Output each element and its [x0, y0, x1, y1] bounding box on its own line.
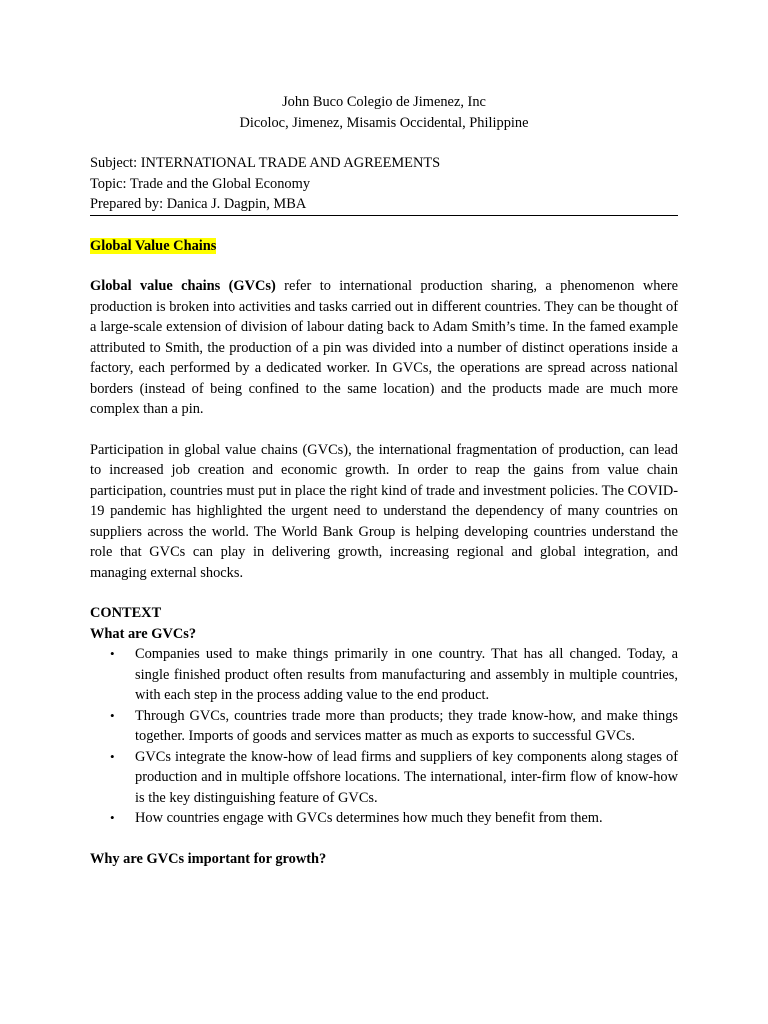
what-are-gvcs-heading: What are GVCs? — [90, 625, 197, 642]
paragraph-gvc-participation: Participation in global value chains (GVCs), the international fragmentation of production, can lead to increased job creation and economic growth. In order to reap the gains from value chain participation, countries must put in place the right kind of trade and investment policies. The COVID-19 pandemic has highlighted the urgent need to understand the dependency of many countries on suppliers across the world. The World Bank Group is helping developing countries understand the role that GVCs can play in delivering growth, increasing regional and global integration, and managing external shocks. — [90, 441, 678, 581]
section-title-highlight: Global Value Chains — [90, 237, 217, 254]
gvc-bullet-list — [90, 644, 678, 829]
why-gvcs-heading: Why are GVCs important for growth? — [90, 850, 327, 867]
prepared-by-line: Prepared by: Danica J. Dagpin, MBA — [90, 196, 307, 212]
context-heading: CONTEXT — [90, 605, 162, 621]
list-item-text: How countries engage with GVCs determines how much they benefit from them. — [135, 810, 603, 826]
list-item — [90, 808, 678, 829]
institution-address: Dicoloc, Jimenez, Misamis Occidental, Philippine — [239, 114, 529, 131]
section-heading — [90, 236, 678, 257]
document-header — [90, 92, 678, 133]
subject-line: Subject: INTERNATIONAL TRADE AND AGREEMENTS — [90, 155, 441, 171]
list-item — [90, 747, 678, 809]
document-meta — [90, 153, 678, 215]
list-item-text: Companies used to make things primarily in one country. That has all changed. Today, a single finished product often results from manufacturing and assembly in multiple countries, with each step in the process adding value to the end product. — [135, 646, 678, 703]
list-item-text: Through GVCs, countries trade more than products; they trade know-how, and make things together. Imports of goods and services matter as much as exports to successful GVCs. — [135, 707, 678, 744]
topic-line: Topic: Trade and the Global Economy — [90, 175, 311, 192]
bullet-icon: • — [110, 810, 115, 825]
list-item-text: GVCs integrate the know-how of lead firms and suppliers of key components along stages of production and in multiple offshore locations. The international, inter-firm flow of know-how is the key distinguishing feature of GVCs. — [135, 748, 678, 806]
paragraph-gvc-definition — [90, 276, 678, 420]
gvc-definition-text: refer to international production sharing, a phenomenon where production is broken into activities and tasks carried out in different countries. They can be thought of a large-scale extension of division of labour dating back to Adam Smith’s time. In the famed example attributed to Smith, the production of a pin was divided into a number of distinct operations inside a factory, each performed by a dedicated worker. In GVCs, the operations are spread across national borders (instead of being confined to the same location) and the products made are much more complex than a pin. — [90, 278, 678, 417]
gvc-term: Global value chains (GVCs) — [90, 278, 276, 294]
bullet-icon: • — [110, 748, 115, 764]
document-page — [90, 92, 678, 869]
list-item — [90, 644, 678, 706]
bullet-icon: • — [110, 707, 115, 723]
bullet-icon: • — [110, 646, 115, 661]
header-divider — [90, 215, 678, 216]
list-item — [90, 706, 678, 747]
institution-name: John Buco Colegio de Jimenez, Inc — [282, 94, 486, 110]
